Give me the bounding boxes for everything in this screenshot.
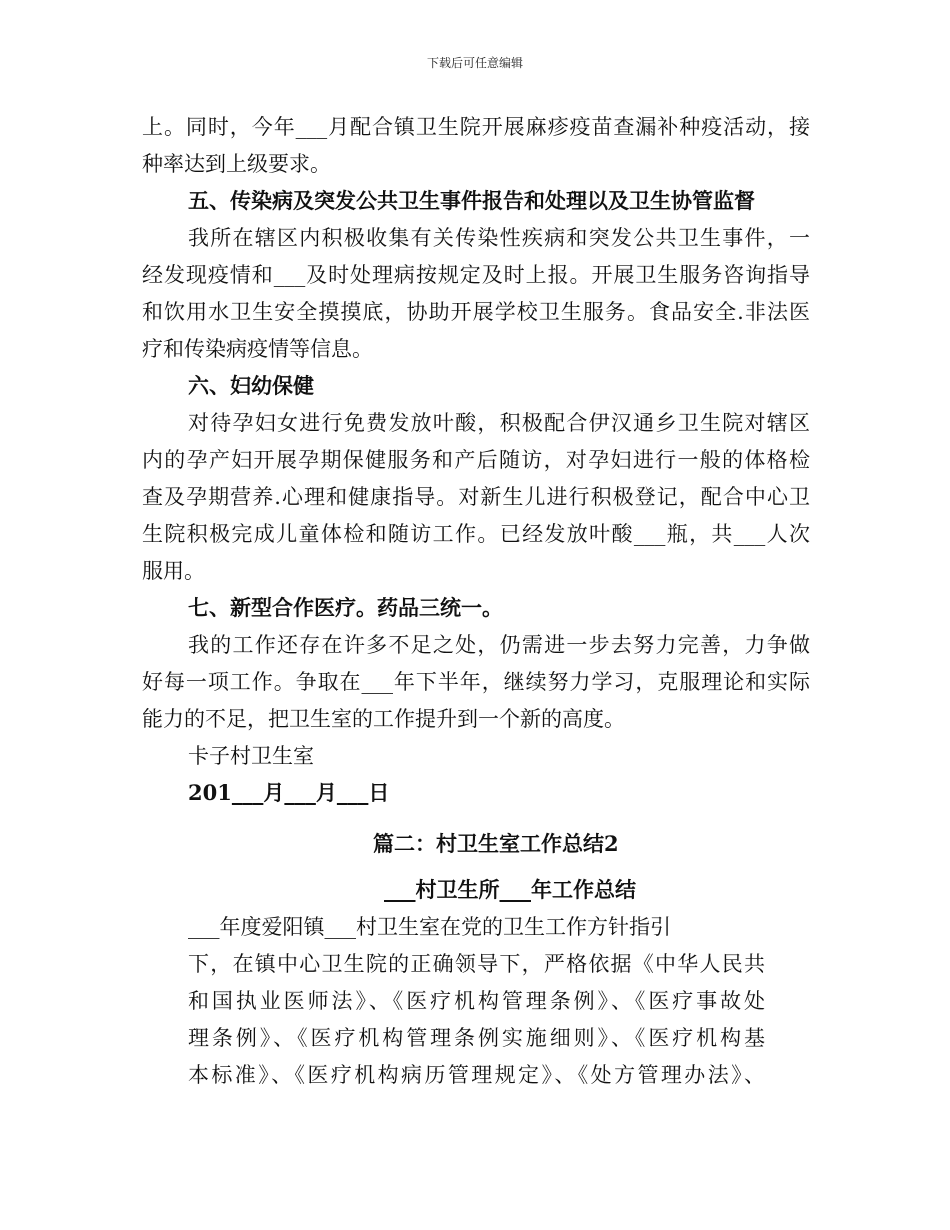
paragraph-line: 下，在镇中心卫生院的正确领导下，严格依据《中华人民共 <box>188 952 765 976</box>
paragraph-line: 生院积极完成儿童体检和随访工作。已经发放叶酸___瓶，共___人次 <box>142 522 810 546</box>
part-title: 篇二：村卫生室工作总结2 <box>373 831 619 856</box>
paragraph-line: 和国执业医师法》、《医疗机构管理条例》、《医疗事故处 <box>188 989 765 1013</box>
paragraph-line: 查及孕期营养.心理和健康指导。对新生儿进行积极登记，配合中心卫 <box>142 485 810 509</box>
paragraph-line: 本标准》、《医疗机构病历管理规定》、《处方管理办法》、 <box>188 1063 765 1087</box>
paragraph-line: 对待孕妇女进行免费发放叶酸，积极配合伊汉通乡卫生院对辖区 <box>188 411 810 435</box>
paragraph-line: 我的工作还存在许多不足之处，仍需进一步去努力完善，力争做 <box>188 633 810 657</box>
paragraph-line: 疗和传染病疫情等信息。 <box>142 337 373 361</box>
signature-org: 卡子村卫生室 <box>188 744 314 768</box>
paragraph-line: 我所在辖区内积极收集有关传染性疾病和突发公共卫生事件，一 <box>188 226 810 250</box>
paragraph-line: 上。同时，今年___月配合镇卫生院开展麻疹疫苗查漏补种疫活动，接 <box>142 115 810 139</box>
section-heading: 六、妇幼保健 <box>188 373 314 398</box>
paragraph-line: ___年度爱阳镇___村卫生室在党的卫生工作方针指引 <box>188 915 671 939</box>
paragraph-line: 种率达到上级要求。 <box>142 152 331 176</box>
paragraph-line: 经发现疫情和___及时处理病按规定及时上报。开展卫生服务咨询指导 <box>142 263 810 287</box>
paragraph-line: 内的孕产妇开展孕期保健服务和产后随访，对孕妇进行一般的体格检 <box>142 448 810 472</box>
paragraph-line: 理条例》、《医疗机构管理条例实施细则》、《医疗机构基 <box>188 1026 765 1050</box>
page-header: 下载后可任意编辑 <box>426 56 523 70</box>
section-heading: 七、新型合作医疗。药品三统一。 <box>188 595 503 620</box>
paragraph-line: 好每一项工作。争取在___年下半年，继续努力学习，克服理论和实际 <box>142 670 810 694</box>
paragraph-line: 和饮用水卫生安全摸摸底，协助开展学校卫生服务。食品安全.非法医 <box>142 300 810 324</box>
report-title: ___村卫生所___年工作总结 <box>384 877 636 902</box>
paragraph-line: 能力的不足，把卫生室的工作提升到一个新的高度。 <box>142 707 625 731</box>
paragraph-line: 服用。 <box>142 559 205 583</box>
signature-date: 201___月___月___日 <box>188 780 390 805</box>
section-heading: 五、传染病及突发公共卫生事件报告和处理以及卫生协管监督 <box>188 188 755 213</box>
